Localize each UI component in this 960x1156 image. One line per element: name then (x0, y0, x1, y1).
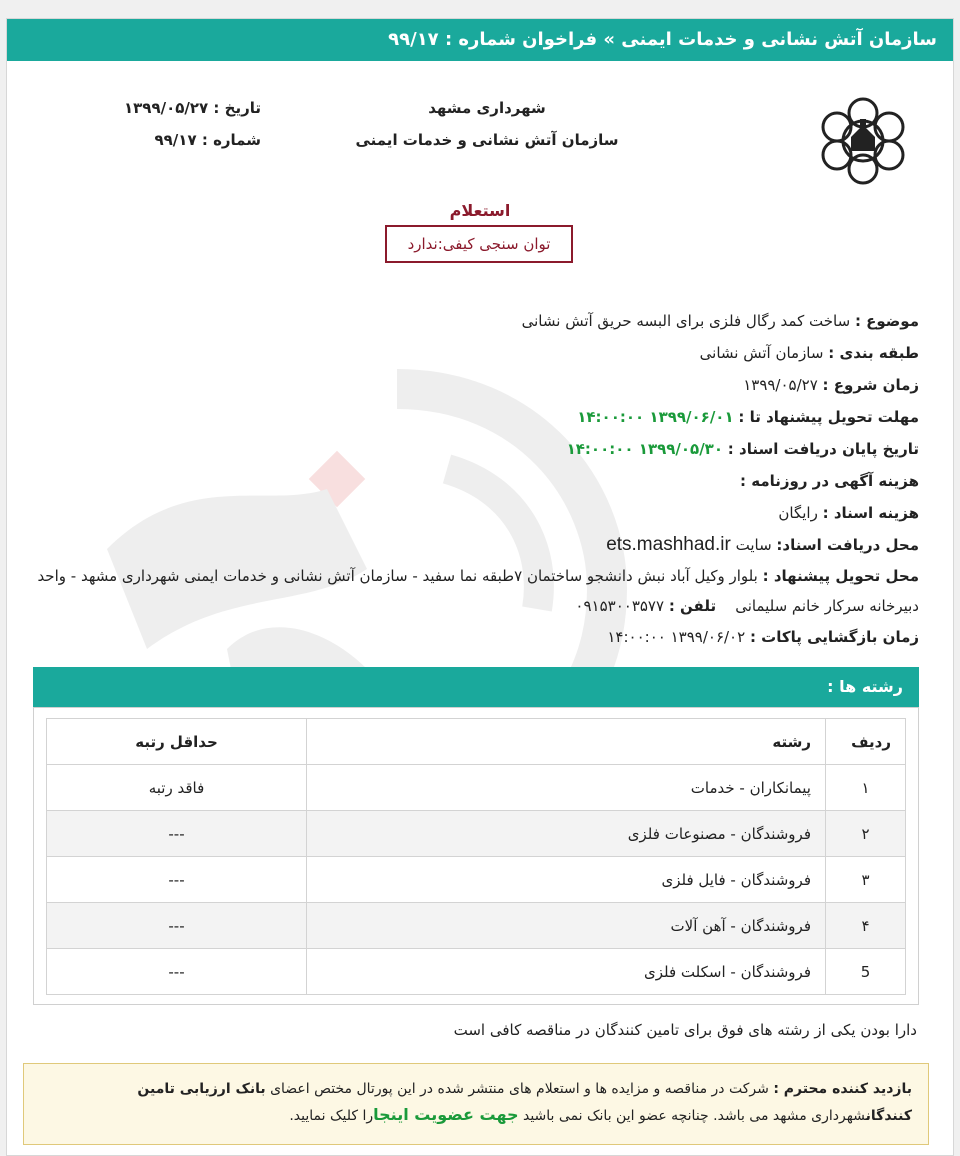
deadline-row (29, 401, 919, 433)
visitor-text-1: شرکت در مناقصه و مزایده ها و استعلام های منتشر شده در این پورتال مختص اعضای (270, 1081, 769, 1097)
row-field: پیمانکاران - خدمات (307, 765, 826, 811)
docs-end-label: تاریخ پایان دریافت اسناد : (727, 440, 919, 458)
doc-place-label: محل دریافت اسناد: (776, 536, 919, 554)
row-rank: --- (47, 903, 307, 949)
row-rank: --- (47, 949, 307, 995)
opening-value: ۱۳۹۹/۰۶/۰۲ ۱۴:۰۰:۰۰ (607, 628, 746, 646)
doc-cost-row (29, 497, 919, 529)
number-label: شماره : (201, 131, 261, 149)
deadline-value: ۱۳۹۹/۰۶/۰۱ ۱۴:۰۰:۰۰ (577, 408, 734, 426)
row-rank: فاقد رتبه (47, 765, 307, 811)
date-row (41, 99, 261, 117)
fields-section-header (33, 667, 919, 707)
details-block (29, 305, 919, 653)
doc-place-row (29, 529, 919, 561)
row-index: ۱ (826, 765, 906, 811)
phone-label: تلفن : (668, 597, 717, 615)
subject-label: موضوع : (854, 312, 919, 330)
ad-cost-row (29, 465, 919, 497)
docs-end-row (29, 433, 919, 465)
number-row (41, 131, 261, 149)
date-label: تاریخ : (213, 99, 261, 117)
opening-row (29, 621, 919, 653)
table-row (47, 903, 906, 949)
category-value: سازمان آتش نشانی (699, 344, 824, 362)
fields-table (46, 718, 906, 995)
fields-table-container (33, 707, 919, 1005)
row-field: فروشندگان - اسکلت فلزی (307, 949, 826, 995)
doc-cost-value: رایگان (778, 504, 818, 522)
col-header-field: رشته (307, 719, 826, 765)
date-value: ۱۳۹۹/۰۵/۲۷ (123, 99, 209, 117)
page-title: سازمان آتش نشانی و خدمات ایمنی » فراخوان شماره : ۹۹/۱۷ (388, 29, 937, 50)
org-line-1: شهرداری مشهد (428, 99, 546, 117)
row-field: فروشندگان - فایل فلزی (307, 857, 826, 903)
header-organization (307, 99, 667, 163)
opening-label: زمان بازگشایی پاکات : (749, 628, 919, 646)
row-field: فروشندگان - آهن آلات (307, 903, 826, 949)
table-row (47, 857, 906, 903)
inquiry-title: استعلام (449, 201, 511, 220)
header-meta (41, 99, 261, 163)
number-value: ۹۹/۱۷ (154, 131, 197, 149)
delivery-label: محل تحویل پیشنهاد : (762, 567, 919, 585)
doc-place-site-link[interactable]: ets.mashhad.ir (606, 534, 731, 555)
quality-assessment-box: توان سنجی کیفی:ندارد (385, 225, 573, 263)
docs-end-value: ۱۳۹۹/۰۵/۳۰ ۱۴:۰۰:۰۰ (566, 440, 723, 458)
visitor-lead: بازدید کننده محترم : (773, 1081, 912, 1097)
subject-value: ساخت کمد رگال فلزی برای البسه حریق آتش نشانی (521, 312, 851, 330)
start-row (29, 369, 919, 401)
doc-place-prefix: سایت (735, 536, 772, 554)
delivery-row (29, 561, 919, 621)
row-index: ۴ (826, 903, 906, 949)
mashhad-municipality-logo-icon (813, 91, 913, 191)
row-field: فروشندگان - مصنوعات فلزی (307, 811, 826, 857)
join-link[interactable]: جهت عضویت اینجا (373, 1105, 519, 1124)
phone-value: ۰۹۱۵۳۰۰۳۵۷۷ (575, 597, 665, 615)
delivery-value: بلوار وکیل آباد نبش دانشجو ساختمان ۷طبقه نما سفید - سازمان آتش نشانی و خدمات ایمنی شهرداری مشهد - واحد دبیرخانه سرکار خانم سلیمانی (37, 567, 919, 615)
row-rank: --- (47, 811, 307, 857)
row-index: ۲ (826, 811, 906, 857)
doc-cost-label: هزینه اسناد : (822, 504, 919, 522)
visitor-text-2: شهرداری مشهد می باشد. چنانچه عضو این بانک نمی باشید (522, 1108, 866, 1124)
row-rank: --- (47, 857, 307, 903)
table-row (47, 949, 906, 995)
announcement-page (6, 18, 954, 1156)
visitor-bank: بانک ارزیابی تامین کنندگان (137, 1081, 912, 1124)
category-label: طبقه بندی : (828, 344, 919, 362)
col-header-index: ردیف (826, 719, 906, 765)
col-header-rank: حداقل رتبه (47, 719, 307, 765)
table-row (47, 811, 906, 857)
category-row (29, 337, 919, 369)
start-label: زمان شروع : (822, 376, 919, 394)
eligibility-note: دارا بودن یکی از رشته های فوق برای تامین کنندگان در مناقصه کافی است (453, 1021, 917, 1039)
subject-row (29, 305, 919, 337)
ad-cost-label: هزینه آگهی در روزنامه : (740, 472, 919, 490)
page-title-bar (7, 19, 953, 61)
visitor-notice (23, 1063, 929, 1145)
table-row (47, 765, 906, 811)
table-header-row (47, 719, 906, 765)
visitor-text-3: را کلیک نمایید. (289, 1108, 374, 1124)
org-line-2: سازمان آتش نشانی و خدمات ایمنی (355, 131, 619, 149)
start-value: ۱۳۹۹/۰۵/۲۷ (743, 376, 818, 394)
row-index: 5 (826, 949, 906, 995)
deadline-label: مهلت تحویل پیشنهاد تا : (738, 408, 919, 426)
row-index: ۳ (826, 857, 906, 903)
fields-section-title: رشته ها : (827, 677, 903, 696)
